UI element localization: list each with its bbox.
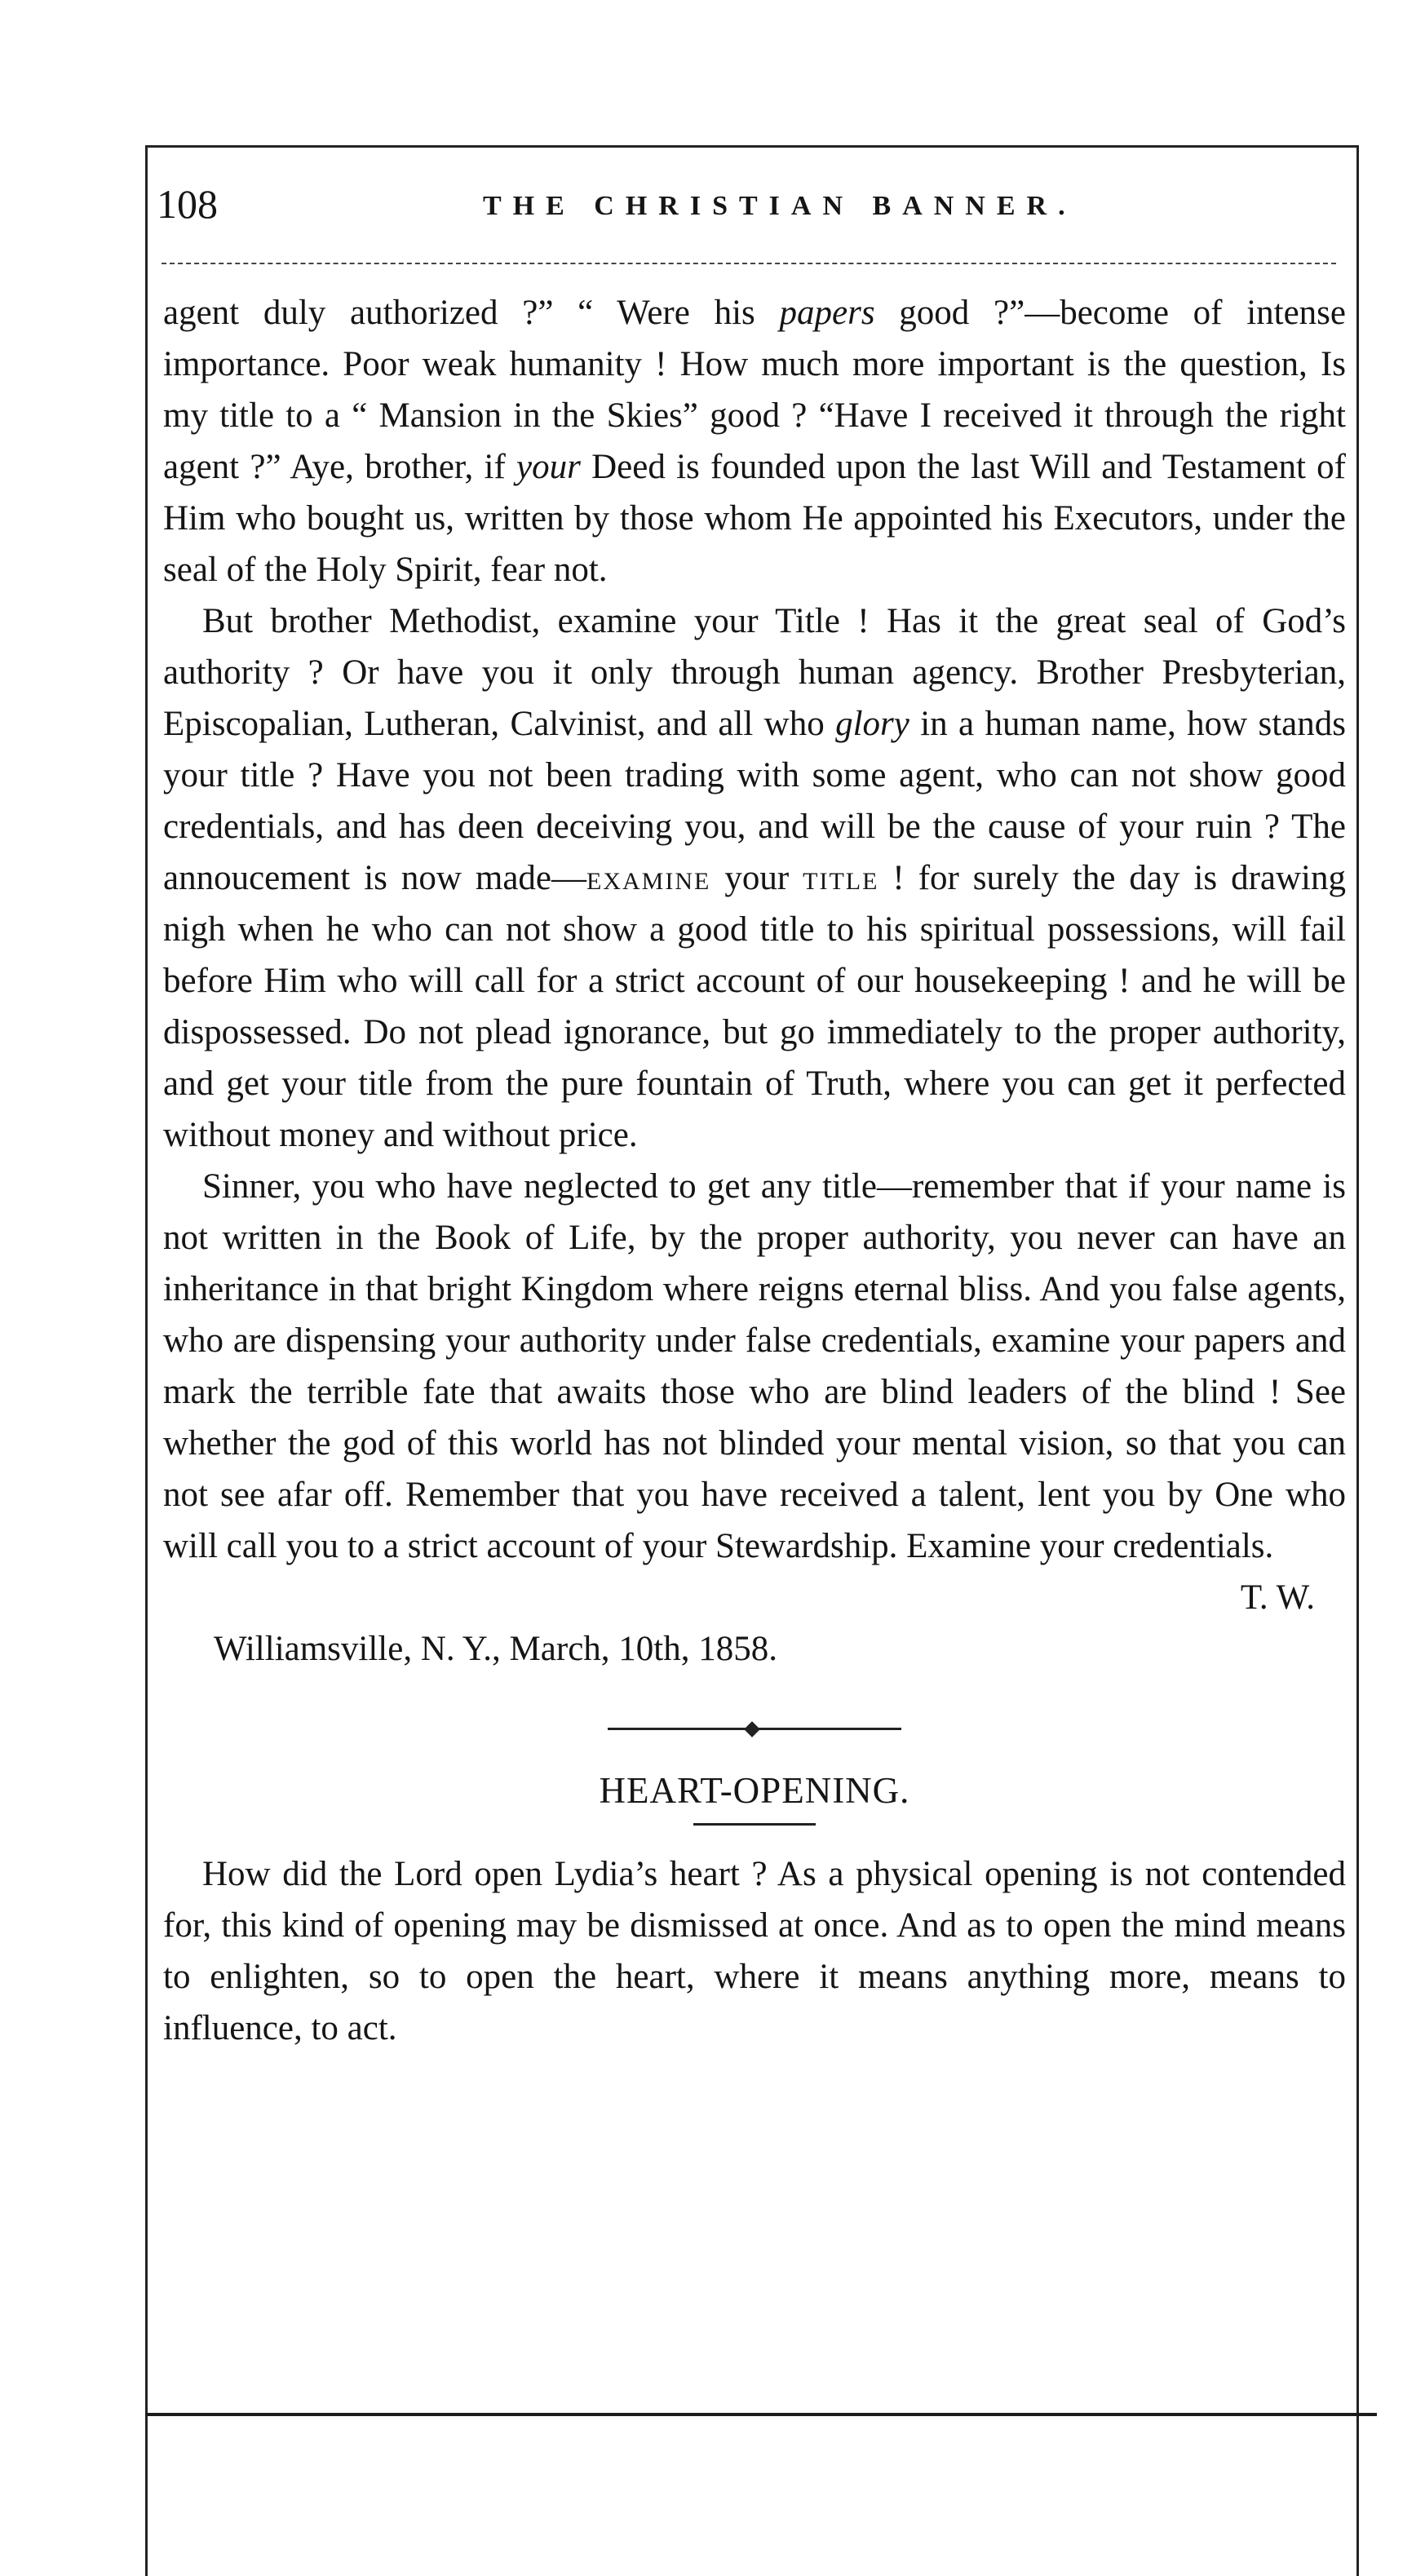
- text-segment: in a human name, how stands your title ? Have you not been trading with some agent, who can not show good credentials, and has deen deceiving you, and will be the cause of your ruin ? The annoucement is now made—: [163, 705, 1346, 897]
- dateline: Williamsville, N. Y., March, 10th, 1858.: [214, 1630, 777, 1668]
- italic-emphasis: papers: [779, 294, 875, 332]
- divider-dot: [744, 1721, 760, 1737]
- section-paragraph: How did the Lord open Lydia’s heart ? As a physical opening is not contended for, this kind of opening may be dismissed at once. And as to open the mind means to enlighten, so to open the heart, where it means anything more, means to influence, to act.: [163, 1855, 1346, 2047]
- article-paragraph: [163, 287, 1346, 595]
- section-heading: HEART-OPENING.: [599, 1770, 910, 1811]
- text-segment: ! for surely the day is drawing nigh when he who can not show a good title to his spiritual possessions, will fail before Him who will call for a strict account of our housekeeping ! and he will be dispossessed. Do not plead ignorance, but go immediately to the proper authority, and get your title from the pure fountain of Truth, where you can get it perfected without money and without price.: [163, 859, 1347, 1154]
- text-segment: Sinner, you who have neglected to get any title—remember that if your name is not written in the Book of Life, by the proper authority, you never can have an inheritance in that bright Kingdom where reigns eternal bliss. And you false agents, who are dispensing your authority under false credentials, examine your papers and mark the terrible fate that awaits those who are blind leaders of the blind ! See whether the god of this world has not blinded your mental vision, so that you can not see afar off. Remember that you have received a talent, lent you by One who will call you to a strict account of your Stewardship. Examine your credentials.: [163, 1167, 1346, 1565]
- running-title: THE CHRISTIAN BANNER.: [483, 191, 1077, 221]
- running-head: [157, 179, 1356, 245]
- smallcaps-emphasis: examine: [586, 859, 711, 897]
- heading-rule: [693, 1823, 816, 1826]
- text-block: [163, 287, 1346, 2054]
- bottom-rule: [145, 2413, 1377, 2416]
- text-segment: But brother Methodist, examine your Title ! Has it the great seal of God’s authority ? Or have you it only through human agency. Brother Presbyterian, Episcopalian, Lutheran, Calvinist, and all who: [163, 602, 1346, 743]
- italic-emphasis: glory: [835, 705, 909, 743]
- text-segment: good ?”—become of intense importance. Poor weak humanity ! How much more important is the question, Is my title to a “ Mansion in the Skies” good ? “Have I received it through the right agent ?” Aye, brother, if: [163, 294, 1347, 486]
- section-divider-ornament: [608, 1724, 901, 1733]
- signature: T. W.: [1240, 1578, 1315, 1617]
- smallcaps-emphasis: title: [803, 859, 879, 897]
- article-paragraph: [163, 595, 1346, 1161]
- text-segment: your: [710, 859, 803, 897]
- text-segment: agent duly authorized ?” “ Were his: [163, 294, 780, 332]
- article-paragraph: [163, 1161, 1346, 1572]
- header-rule: [162, 263, 1336, 264]
- text-segment: Deed is founded upon the last Will and Testament of Him who bought us, written by those whom He appointed his Executors, under the seal of the Holy Spirit, fear not.: [163, 448, 1346, 589]
- italic-emphasis: your: [516, 448, 581, 486]
- article-body: [163, 287, 1346, 1572]
- page-number: 108: [157, 181, 218, 227]
